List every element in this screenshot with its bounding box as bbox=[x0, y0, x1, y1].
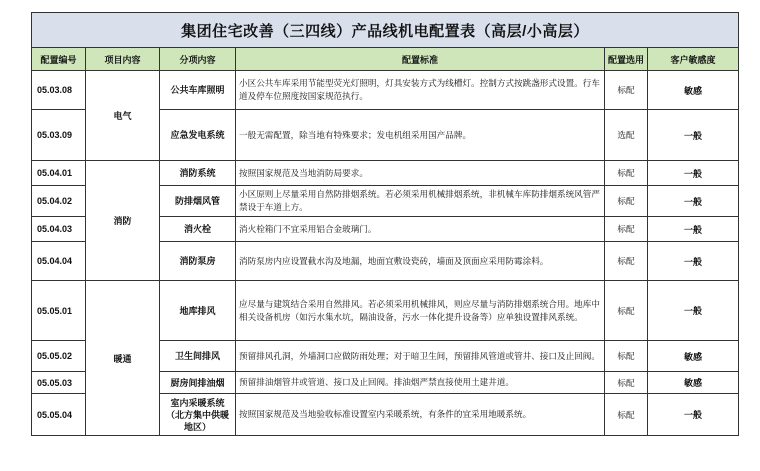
row-sensitivity: 一般 bbox=[648, 161, 739, 186]
row-standard: 按照国家规范及当地消防局要求。 bbox=[236, 161, 605, 186]
row-code: 05.04.02 bbox=[32, 186, 86, 217]
row-standard: 预留排油烟管井或管道、接口及止回阀。排油烟严禁直接使用土建井道。 bbox=[236, 372, 605, 394]
row-sub: 消火栓 bbox=[160, 217, 236, 242]
row-selection: 标配 bbox=[605, 186, 648, 217]
table-title: 集团住宅改善（三四线）产品线机电配置表（高层/小高层） bbox=[32, 13, 739, 48]
table-row bbox=[32, 161, 739, 186]
row-selection: 标配 bbox=[605, 217, 648, 242]
row-selection: 标配 bbox=[605, 242, 648, 281]
row-code: 05.04.04 bbox=[32, 242, 86, 281]
row-code: 05.03.08 bbox=[32, 71, 86, 110]
row-selection: 标配 bbox=[605, 71, 648, 110]
row-sensitivity: 一般 bbox=[648, 394, 739, 436]
header-standard: 配置标准 bbox=[236, 48, 605, 71]
row-sub: 卫生间排风 bbox=[160, 341, 236, 372]
row-sub: 防排烟风管 bbox=[160, 186, 236, 217]
row-standard: 预留排风孔洞，外墙洞口应做防雨处理；对于暗卫生间，预留排风管道或管井、接口及止回阀。 bbox=[236, 341, 605, 372]
row-sub: 应急发电系统 bbox=[160, 110, 236, 161]
table-row bbox=[32, 281, 739, 341]
table-row bbox=[32, 71, 739, 110]
row-standard: 应尽量与建筑结合采用自然排风。若必须采用机械排风，则应尽量与消防排烟系统合用。地库中相关设备机房（如污水集水坑，隔油设备，污水一体化提升设备等）应单独设置排风系统。 bbox=[236, 281, 605, 341]
row-sensitivity: 一般 bbox=[648, 186, 739, 217]
row-sensitivity: 一般 bbox=[648, 281, 739, 341]
row-standard: 消防泵房内应设置截水沟及地漏，地面宜敷设瓷砖，墙面及顶面应采用防霉涂料。 bbox=[236, 242, 605, 281]
row-code: 05.05.04 bbox=[32, 394, 86, 436]
header-code: 配置编号 bbox=[32, 48, 86, 71]
row-code: 05.04.01 bbox=[32, 161, 86, 186]
row-standard: 消火栓箱门不宜采用铝合金玻璃门。 bbox=[236, 217, 605, 242]
row-sensitivity: 一般 bbox=[648, 242, 739, 281]
config-table bbox=[31, 12, 739, 436]
row-sensitivity: 一般 bbox=[648, 217, 739, 242]
row-sub: 厨房间排油烟 bbox=[160, 372, 236, 394]
row-code: 05.04.03 bbox=[32, 217, 86, 242]
header-item: 项目内容 bbox=[86, 48, 160, 71]
row-sensitivity: 一般 bbox=[648, 110, 739, 161]
group-electrical: 电气 bbox=[86, 71, 160, 161]
row-selection: 标配 bbox=[605, 161, 648, 186]
row-selection: 标配 bbox=[605, 341, 648, 372]
row-standard: 小区公共车库采用节能型荧光灯照明，灯具安装方式为线槽灯。控制方式按跳盏形式设置。行车道及停车位照度按国家规范执行。 bbox=[236, 71, 605, 110]
config-table-wrapper bbox=[31, 12, 738, 436]
row-standard: 一般无需配置，除当地有特殊要求；发电机组采用国产品牌。 bbox=[236, 110, 605, 161]
row-selection: 标配 bbox=[605, 394, 648, 436]
header-row bbox=[32, 48, 739, 71]
row-selection: 标配 bbox=[605, 281, 648, 341]
header-sub: 分项内容 bbox=[160, 48, 236, 71]
title-row bbox=[32, 13, 739, 48]
row-sensitivity: 敏感 bbox=[648, 372, 739, 394]
row-sub: 室内采暖系统（北方集中供暖地区） bbox=[160, 394, 236, 436]
row-sub: 消防系统 bbox=[160, 161, 236, 186]
row-standard: 小区原则上尽量采用自然防排烟系统。若必须采用机械排烟系统，非机械车库防排烟系统风管严禁设于车道上方。 bbox=[236, 186, 605, 217]
row-selection: 标配 bbox=[605, 372, 648, 394]
row-sensitivity: 敏感 bbox=[648, 341, 739, 372]
header-sensitivity: 客户敏感度 bbox=[648, 48, 739, 71]
row-sub: 地库排风 bbox=[160, 281, 236, 341]
row-sensitivity: 敏感 bbox=[648, 71, 739, 110]
group-fire: 消防 bbox=[86, 161, 160, 281]
row-standard: 按照国家规范及当地验收标准设置室内采暖系统，有条件的宜采用地暖系统。 bbox=[236, 394, 605, 436]
row-code: 05.05.02 bbox=[32, 341, 86, 372]
row-code: 05.05.01 bbox=[32, 281, 86, 341]
header-selection: 配置选用 bbox=[605, 48, 648, 71]
row-code: 05.05.03 bbox=[32, 372, 86, 394]
row-sub: 公共车库照明 bbox=[160, 71, 236, 110]
row-code: 05.03.09 bbox=[32, 110, 86, 161]
row-sub: 消防泵房 bbox=[160, 242, 236, 281]
group-hvac: 暖通 bbox=[86, 281, 160, 436]
row-selection: 选配 bbox=[605, 110, 648, 161]
